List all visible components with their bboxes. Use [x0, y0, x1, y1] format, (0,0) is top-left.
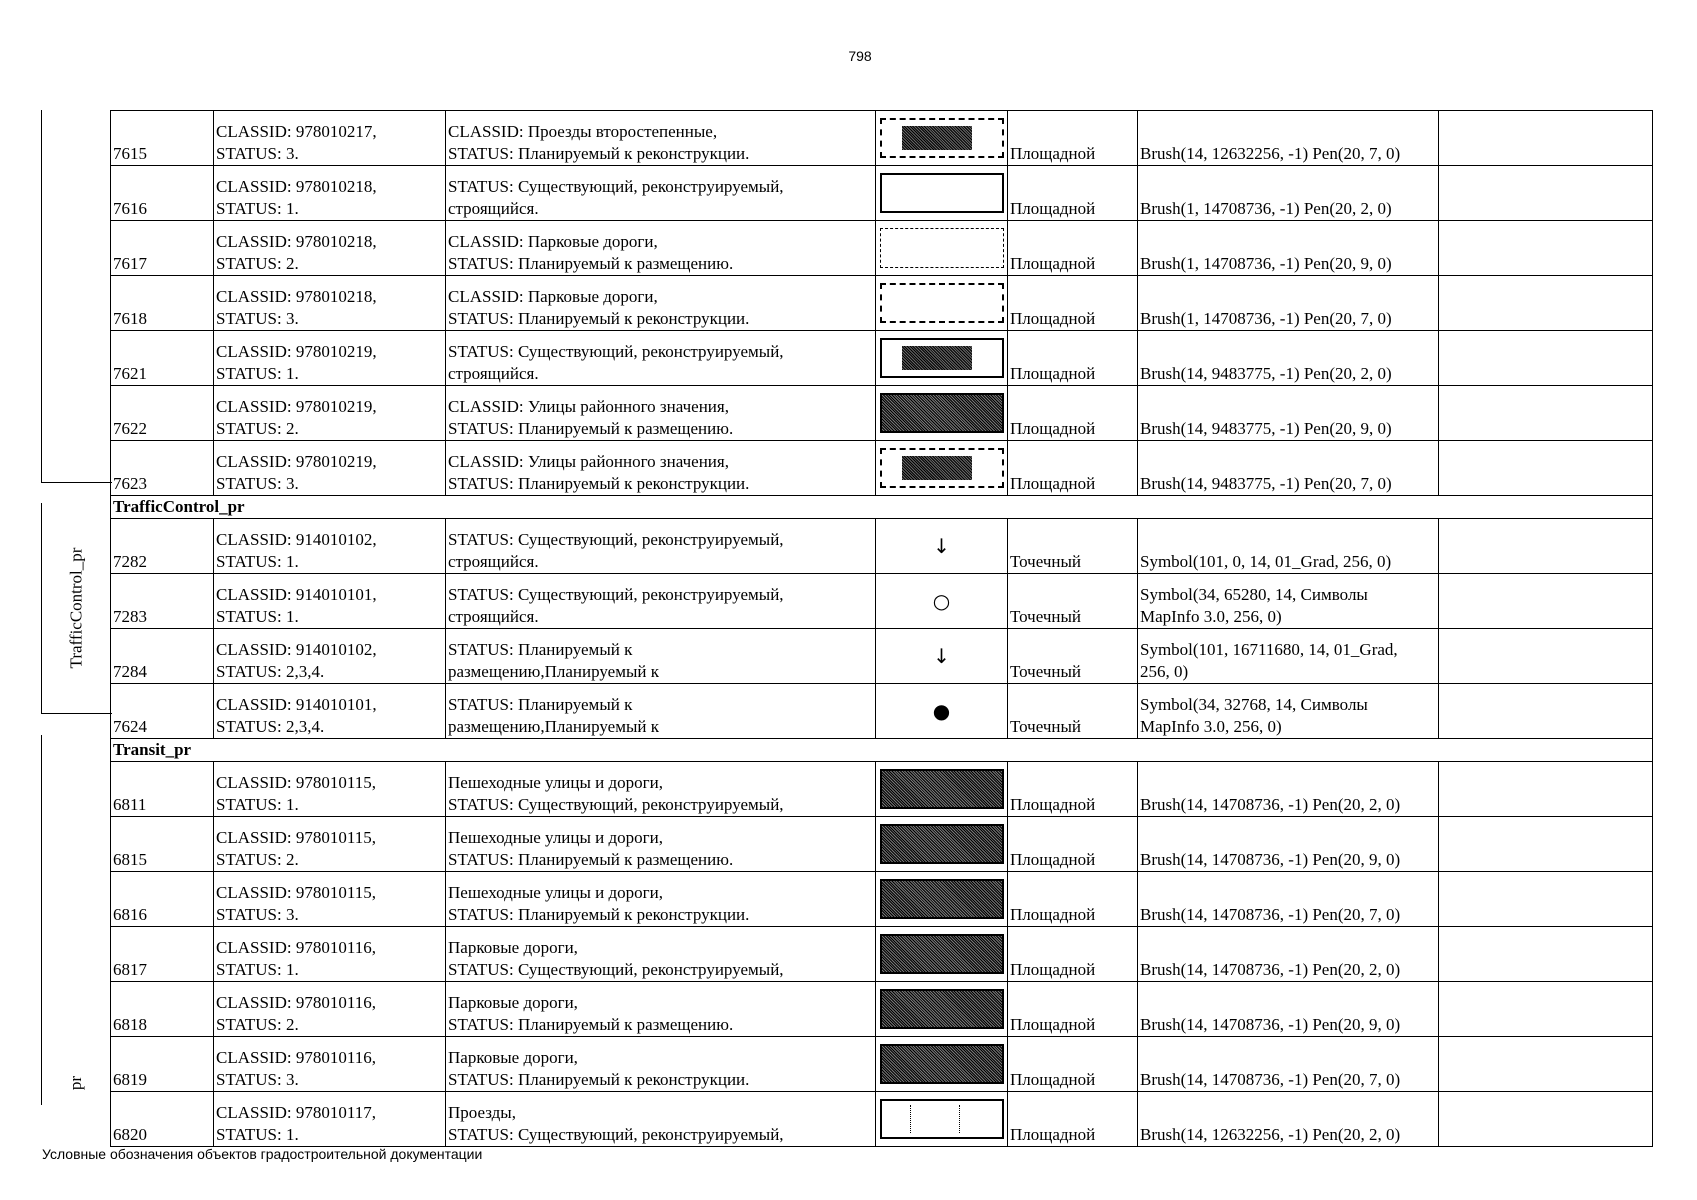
geometry-type-cell: Площадной — [1008, 221, 1138, 276]
symbol-full-fill — [880, 879, 1004, 919]
code-cell: 6817 — [111, 927, 214, 982]
geometry-type-cell: Площадной — [1008, 817, 1138, 872]
section-header-row — [111, 496, 1653, 519]
description-cell: Пешеходные улицы и дороги, STATUS: Планируемый к реконструкции. — [446, 872, 876, 927]
style-cell: Symbol(101, 16711680, 14, 01_Grad, 256, 0) — [1138, 629, 1439, 684]
table-row — [111, 762, 1653, 817]
geometry-type-cell: Точечный — [1008, 629, 1138, 684]
empty-cell — [1439, 221, 1653, 276]
symbol-full-fill — [880, 393, 1004, 433]
circle-outline-icon: ○ — [932, 589, 951, 613]
classid-cell: CLASSID: 978010115, STATUS: 3. — [214, 872, 446, 927]
group-a-border — [41, 110, 112, 483]
symbol-cell — [876, 166, 1008, 221]
code-cell: 7623 — [111, 441, 214, 496]
symbol-cell — [876, 629, 1008, 684]
symbol-cell — [876, 441, 1008, 496]
table-row — [111, 166, 1653, 221]
geometry-type-cell: Площадной — [1008, 386, 1138, 441]
description-cell: CLASSID: Проезды второстепенные, STATUS: Планируемый к реконструкции. — [446, 111, 876, 166]
style-cell: Brush(14, 9483775, -1) Pen(20, 2, 0) — [1138, 331, 1439, 386]
geometry-type-cell: Точечный — [1008, 519, 1138, 574]
table-row — [111, 684, 1653, 739]
geometry-type-cell: Площадной — [1008, 331, 1138, 386]
code-cell: 6819 — [111, 1037, 214, 1092]
code-cell: 7284 — [111, 629, 214, 684]
table-row — [111, 1037, 1653, 1092]
description-cell: Пешеходные улицы и дороги, STATUS: Планируемый к размещению. — [446, 817, 876, 872]
classid-cell: CLASSID: 978010217, STATUS: 3. — [214, 111, 446, 166]
empty-cell — [1439, 166, 1653, 221]
classid-cell: CLASSID: 978010218, STATUS: 1. — [214, 166, 446, 221]
code-cell: 7616 — [111, 166, 214, 221]
symbol-cell — [876, 1092, 1008, 1147]
symbol-cell — [876, 111, 1008, 166]
group-label-traffic-control: TrafficControl_pr — [66, 547, 86, 669]
description-cell: CLASSID: Парковые дороги, STATUS: Планируемый к реконструкции. — [446, 276, 876, 331]
empty-cell — [1439, 276, 1653, 331]
table-row — [111, 111, 1653, 166]
style-cell: Symbol(34, 65280, 14, Символы MapInfo 3.0, 256, 0) — [1138, 574, 1439, 629]
classid-cell: CLASSID: 978010219, STATUS: 2. — [214, 386, 446, 441]
symbol-full-fill — [880, 989, 1004, 1029]
description-cell: Парковые дороги, STATUS: Планируемый к реконструкции. — [446, 1037, 876, 1092]
table-row — [111, 386, 1653, 441]
style-cell: Brush(14, 14708736, -1) Pen(20, 2, 0) — [1138, 927, 1439, 982]
code-cell: 6811 — [111, 762, 214, 817]
symbol-cell — [876, 684, 1008, 739]
symbol-cell — [876, 519, 1008, 574]
description-cell: Парковые дороги, STATUS: Существующий, реконструируемый, — [446, 927, 876, 982]
classid-cell: CLASSID: 914010101, STATUS: 1. — [214, 574, 446, 629]
table-row — [111, 629, 1653, 684]
style-cell: Brush(14, 14708736, -1) Pen(20, 2, 0) — [1138, 762, 1439, 817]
geometry-type-cell: Точечный — [1008, 684, 1138, 739]
style-cell: Brush(14, 9483775, -1) Pen(20, 9, 0) — [1138, 386, 1439, 441]
empty-cell — [1439, 927, 1653, 982]
classid-cell: CLASSID: 978010218, STATUS: 2. — [214, 221, 446, 276]
section-title: Transit_pr — [111, 739, 1653, 762]
symbol-cell — [876, 574, 1008, 629]
classid-cell: CLASSID: 978010115, STATUS: 1. — [214, 762, 446, 817]
classid-cell: CLASSID: 978010218, STATUS: 3. — [214, 276, 446, 331]
empty-cell — [1439, 111, 1653, 166]
symbol-frame-vlines — [880, 1099, 1004, 1139]
classid-cell: CLASSID: 978010219, STATUS: 1. — [214, 331, 446, 386]
style-cell: Brush(14, 9483775, -1) Pen(20, 7, 0) — [1138, 441, 1439, 496]
symbol-cell — [876, 872, 1008, 927]
empty-cell — [1439, 519, 1653, 574]
group-label-transit: pr — [65, 1075, 85, 1090]
empty-cell — [1439, 629, 1653, 684]
description-cell: Парковые дороги, STATUS: Планируемый к размещению. — [446, 982, 876, 1037]
table-row — [111, 276, 1653, 331]
style-cell: Brush(14, 12632256, -1) Pen(20, 7, 0) — [1138, 111, 1439, 166]
geometry-type-cell: Точечный — [1008, 574, 1138, 629]
geometry-type-cell: Площадной — [1008, 276, 1138, 331]
empty-cell — [1439, 1092, 1653, 1147]
symbol-dashed-empty — [880, 228, 1004, 268]
group-c-border — [41, 735, 112, 1105]
symbol-longdash-empty — [880, 283, 1004, 323]
table-row — [111, 331, 1653, 386]
symbol-cell — [876, 982, 1008, 1037]
symbol-cell — [876, 927, 1008, 982]
description-cell: CLASSID: Парковые дороги, STATUS: Планируемый к размещению. — [446, 221, 876, 276]
style-cell: Symbol(101, 0, 14, 01_Grad, 256, 0) — [1138, 519, 1439, 574]
empty-cell — [1439, 684, 1653, 739]
symbol-full-fill — [880, 824, 1004, 864]
code-cell: 7624 — [111, 684, 214, 739]
symbol-cell — [876, 386, 1008, 441]
description-cell: Пешеходные улицы и дороги, STATUS: Существующий, реконструируемый, — [446, 762, 876, 817]
classid-cell: CLASSID: 978010115, STATUS: 2. — [214, 817, 446, 872]
symbol-frame-fill — [880, 338, 1004, 378]
symbol-cell — [876, 762, 1008, 817]
symbol-cell — [876, 1037, 1008, 1092]
description-cell: CLASSID: Улицы районного значения, STATUS: Планируемый к реконструкции. — [446, 441, 876, 496]
style-cell: Brush(1, 14708736, -1) Pen(20, 7, 0) — [1138, 276, 1439, 331]
symbol-dashed-frame-fill — [880, 448, 1004, 488]
arrow-down-icon: ↓ — [933, 644, 950, 668]
symbol-cell — [876, 331, 1008, 386]
table-row — [111, 574, 1653, 629]
style-cell: Brush(14, 12632256, -1) Pen(20, 2, 0) — [1138, 1092, 1439, 1147]
classid-cell: CLASSID: 978010117, STATUS: 1. — [214, 1092, 446, 1147]
empty-cell — [1439, 1037, 1653, 1092]
geometry-type-cell: Площадной — [1008, 111, 1138, 166]
description-cell: STATUS: Существующий, реконструируемый, строящийся. — [446, 574, 876, 629]
style-cell: Brush(1, 14708736, -1) Pen(20, 2, 0) — [1138, 166, 1439, 221]
empty-cell — [1439, 817, 1653, 872]
empty-cell — [1439, 331, 1653, 386]
table-row — [111, 927, 1653, 982]
code-cell: 6818 — [111, 982, 214, 1037]
empty-cell — [1439, 982, 1653, 1037]
empty-cell — [1439, 441, 1653, 496]
classid-cell: CLASSID: 914010102, STATUS: 2,3,4. — [214, 629, 446, 684]
code-cell: 7622 — [111, 386, 214, 441]
filled-dot-icon: ● — [932, 699, 951, 723]
style-cell: Brush(14, 14708736, -1) Pen(20, 7, 0) — [1138, 872, 1439, 927]
description-cell: STATUS: Планируемый к размещению,Планируемый к — [446, 629, 876, 684]
code-cell: 6820 — [111, 1092, 214, 1147]
code-cell: 7283 — [111, 574, 214, 629]
classid-cell: CLASSID: 978010219, STATUS: 3. — [214, 441, 446, 496]
style-cell: Symbol(34, 32768, 14, Символы MapInfo 3.0, 256, 0) — [1138, 684, 1439, 739]
classid-cell: CLASSID: 978010116, STATUS: 2. — [214, 982, 446, 1037]
code-cell: 7618 — [111, 276, 214, 331]
empty-cell — [1439, 872, 1653, 927]
footer-caption: Условные обозначения объектов градостроительной документации — [42, 1146, 483, 1162]
geometry-type-cell: Площадной — [1008, 762, 1138, 817]
table-row — [111, 441, 1653, 496]
description-cell: STATUS: Существующий, реконструируемый, строящийся. — [446, 331, 876, 386]
style-cell: Brush(14, 14708736, -1) Pen(20, 9, 0) — [1138, 817, 1439, 872]
geometry-type-cell: Площадной — [1008, 1092, 1138, 1147]
geometry-type-cell: Площадной — [1008, 166, 1138, 221]
style-cell: Brush(14, 14708736, -1) Pen(20, 7, 0) — [1138, 1037, 1439, 1092]
table-row — [111, 221, 1653, 276]
symbol-cell — [876, 817, 1008, 872]
geometry-type-cell: Площадной — [1008, 872, 1138, 927]
code-cell: 7617 — [111, 221, 214, 276]
symbol-full-fill — [880, 1044, 1004, 1084]
table-row — [111, 519, 1653, 574]
code-cell: 7282 — [111, 519, 214, 574]
legend-table — [110, 110, 1653, 1147]
symbol-full-fill — [880, 934, 1004, 974]
table-row — [111, 817, 1653, 872]
table-row — [111, 982, 1653, 1037]
style-cell: Brush(14, 14708736, -1) Pen(20, 9, 0) — [1138, 982, 1439, 1037]
symbol-full-fill — [880, 769, 1004, 809]
symbol-frame-empty — [880, 173, 1004, 213]
empty-cell — [1439, 762, 1653, 817]
geometry-type-cell: Площадной — [1008, 1037, 1138, 1092]
description-cell: Проезды, STATUS: Существующий, реконструируемый, — [446, 1092, 876, 1147]
geometry-type-cell: Площадной — [1008, 927, 1138, 982]
description-cell: STATUS: Существующий, реконструируемый, строящийся. — [446, 519, 876, 574]
code-cell: 7615 — [111, 111, 214, 166]
section-header-row — [111, 739, 1653, 762]
classid-cell: CLASSID: 914010102, STATUS: 1. — [214, 519, 446, 574]
table-row — [111, 872, 1653, 927]
table-row — [111, 1092, 1653, 1147]
arrow-down-icon: ↓ — [933, 534, 950, 558]
description-cell: CLASSID: Улицы районного значения, STATUS: Планируемый к размещению. — [446, 386, 876, 441]
symbol-cell — [876, 276, 1008, 331]
code-cell: 7621 — [111, 331, 214, 386]
classid-cell: CLASSID: 914010101, STATUS: 2,3,4. — [214, 684, 446, 739]
section-title: TrafficControl_pr — [111, 496, 1653, 519]
code-cell: 6816 — [111, 872, 214, 927]
symbol-cell — [876, 221, 1008, 276]
page-number: 798 — [848, 48, 872, 64]
description-cell: STATUS: Существующий, реконструируемый, строящийся. — [446, 166, 876, 221]
symbol-dashed-frame-fill — [880, 118, 1004, 158]
geometry-type-cell: Площадной — [1008, 441, 1138, 496]
style-cell: Brush(1, 14708736, -1) Pen(20, 9, 0) — [1138, 221, 1439, 276]
classid-cell: CLASSID: 978010116, STATUS: 1. — [214, 927, 446, 982]
description-cell: STATUS: Планируемый к размещению,Планируемый к — [446, 684, 876, 739]
code-cell: 6815 — [111, 817, 214, 872]
empty-cell — [1439, 386, 1653, 441]
empty-cell — [1439, 574, 1653, 629]
classid-cell: CLASSID: 978010116, STATUS: 3. — [214, 1037, 446, 1092]
geometry-type-cell: Площадной — [1008, 982, 1138, 1037]
